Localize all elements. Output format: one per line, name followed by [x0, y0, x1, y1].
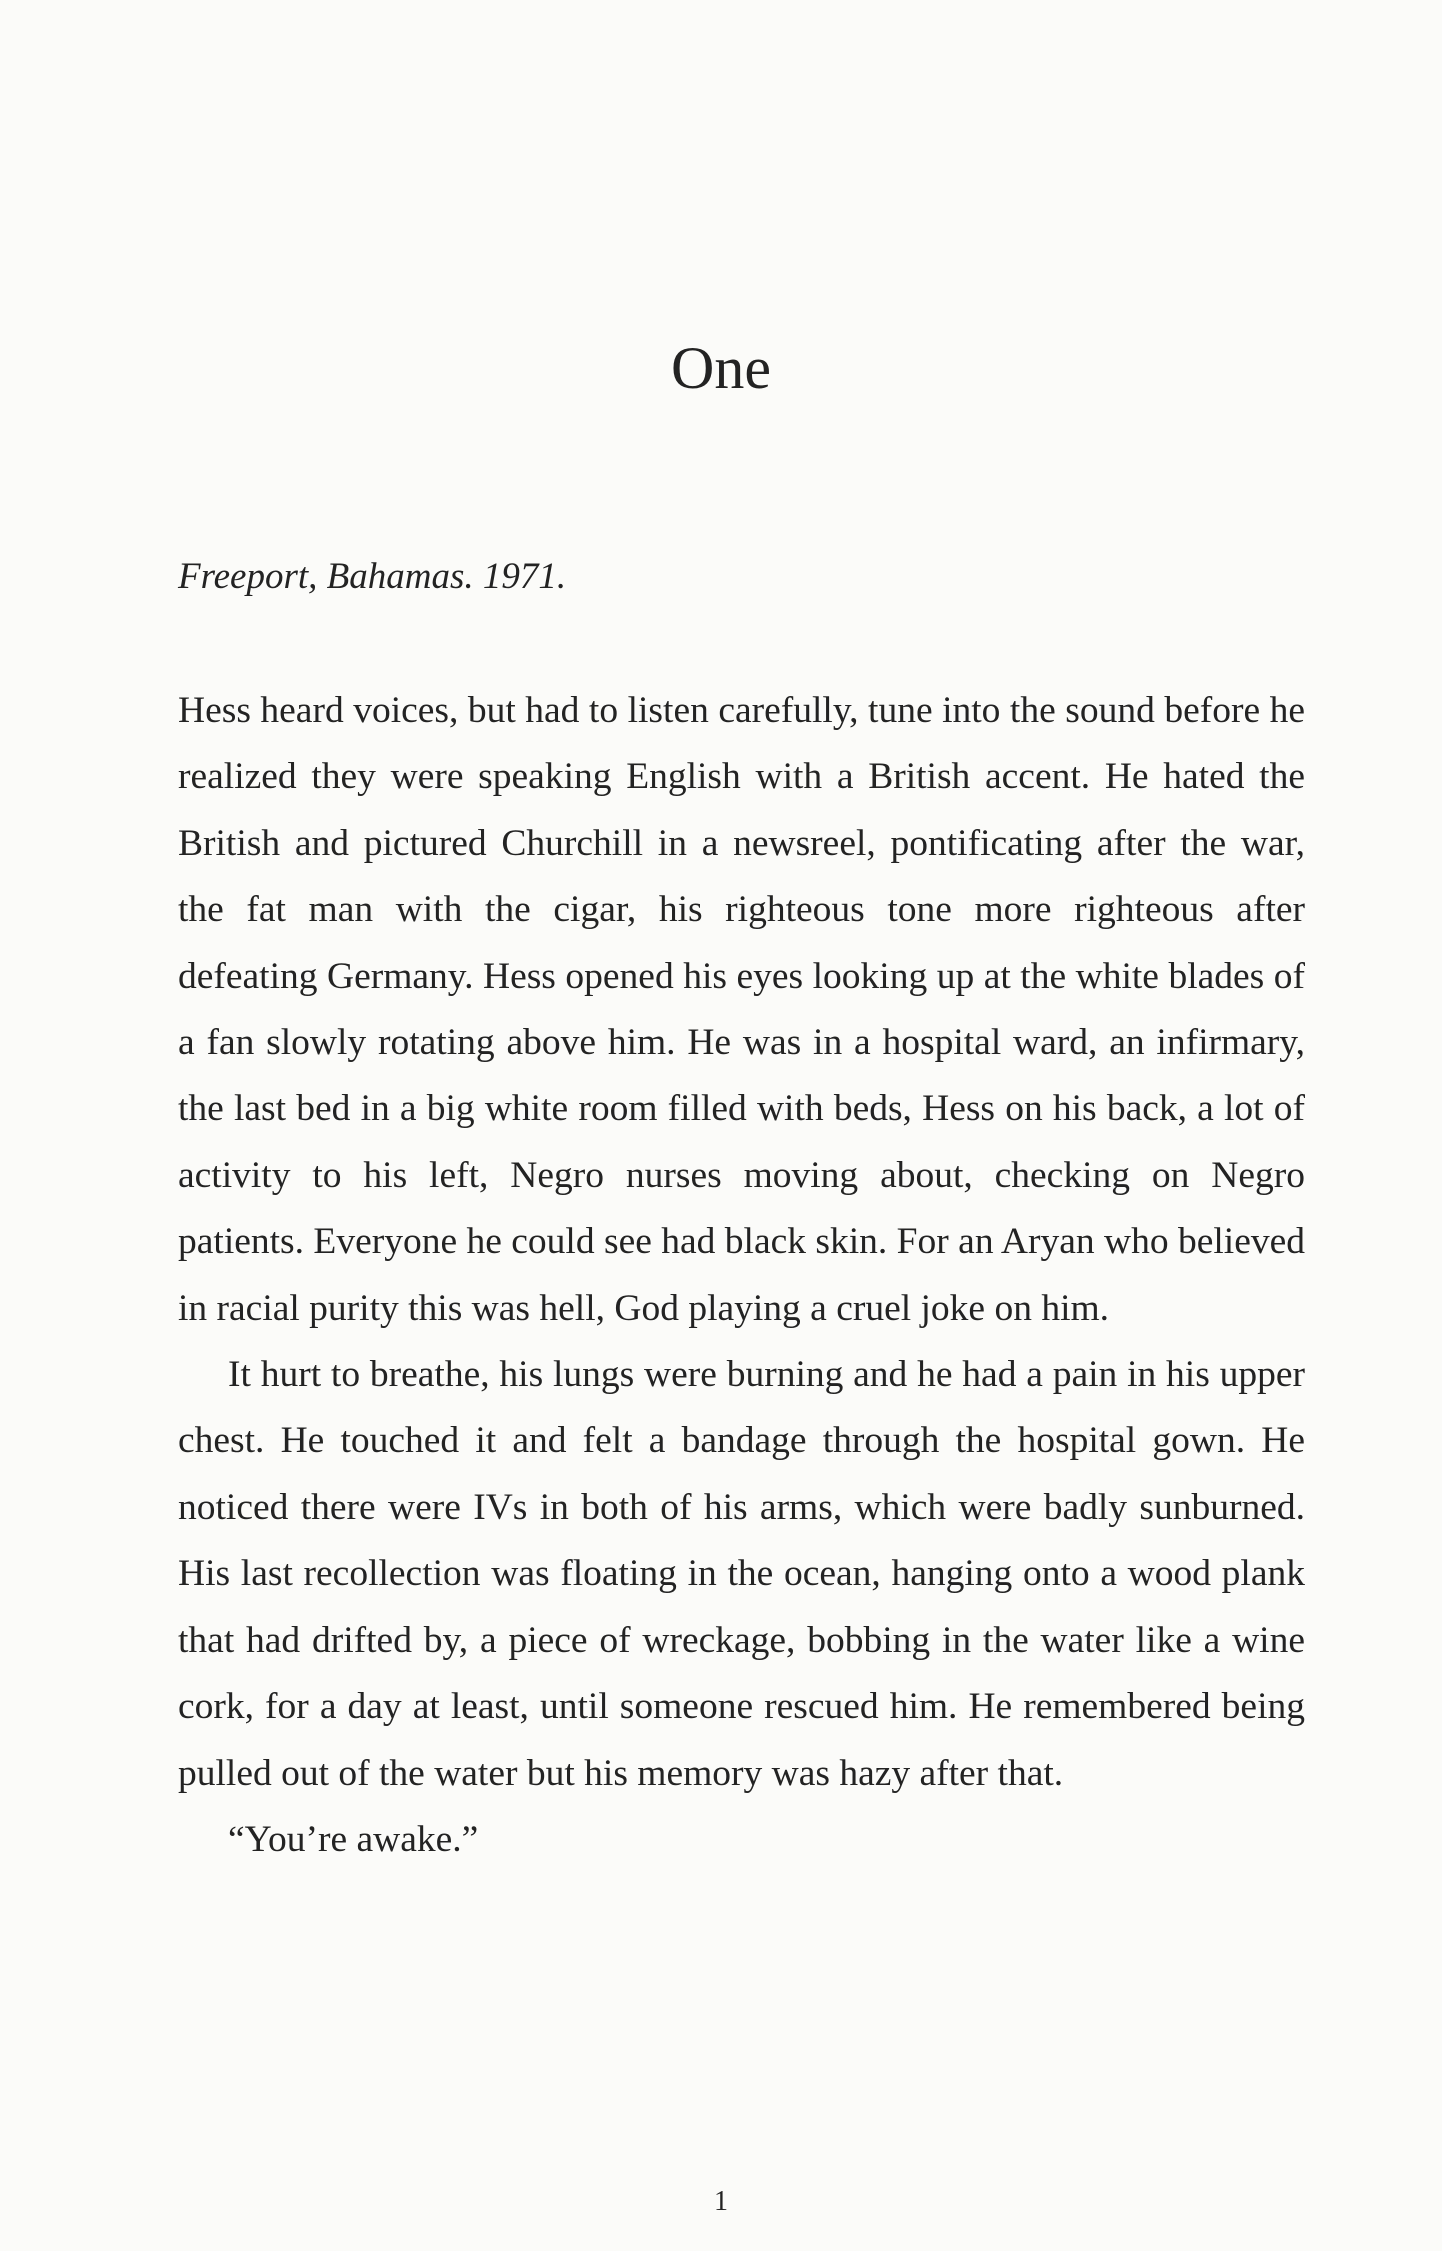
- page-number: 1: [714, 2186, 728, 2217]
- paragraph: “You’re awake.”: [228, 1818, 479, 1860]
- chapter-setting: Freeport, Bahamas. 1971.: [178, 556, 567, 597]
- body-text: [178, 678, 1305, 1873]
- paragraph: It hurt to breathe, his lungs were burning and he had a pain in his upper chest. He touched it and felt a bandage through the hospital gown. He noticed there were IVs in both of his arms, which were badly sunburned. His last recollection was floating in the ocean, hanging onto a wood plank that had drifted by, a piece of wreckage, bobbing in the water like a wine cork, for a day at least, until someone rescued him. He remembered being pulled out of the water but his memory was hazy after that.: [178, 1354, 1305, 1794]
- paragraph: Hess heard voices, but had to listen carefully, tune into the sound before he realized they were speaking English with a British accent. He hated the British and pictured Churchill in a newsreel, pontificating after the war, the fat man with the cigar, his righteous tone more righteous after defeating Germany. Hess opened his eyes looking up at the white blades of a fan slowly rotating above him. He was in a hospital ward, an infirmary, the last bed in a big white room filled with beds, Hess on his back, a lot of activity to his left, Negro nurses moving about, checking on Negro patients. Everyone he could see had black skin. For an Aryan who believed in racial purity this was hell, God playing a cruel joke on him.: [178, 690, 1305, 1329]
- chapter-title: One: [671, 335, 771, 401]
